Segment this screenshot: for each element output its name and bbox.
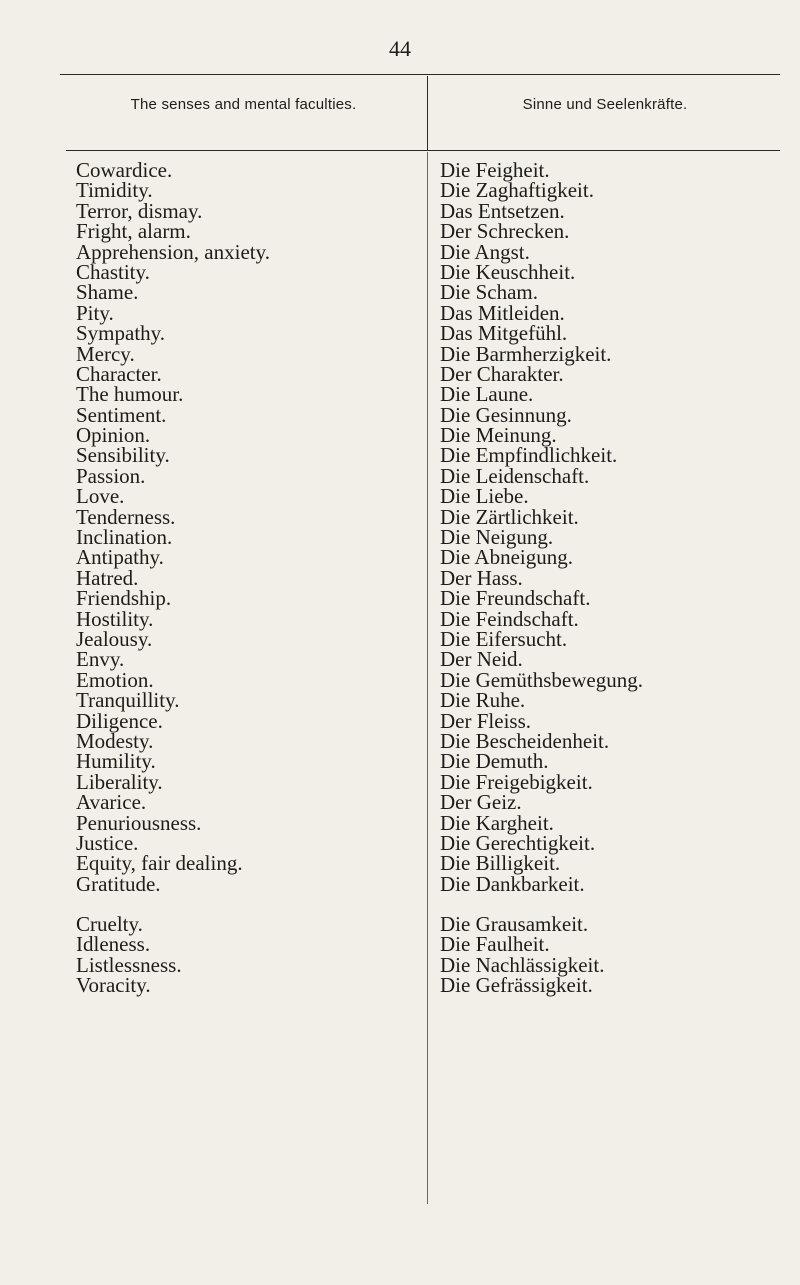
english-term: Emotion.: [76, 667, 154, 692]
column-divider-header: [427, 76, 428, 151]
english-term: Listlessness.: [76, 952, 182, 977]
english-term: Voracity.: [76, 973, 151, 998]
english-term: Diligence.: [76, 708, 163, 733]
english-term: Cruelty.: [76, 912, 143, 937]
german-term: Die Ruhe.: [440, 688, 526, 713]
english-term: Envy.: [76, 647, 125, 672]
english-term: Idleness.: [76, 932, 151, 957]
german-term: Die Zärtlichkeit.: [440, 504, 579, 529]
german-term: Das Mitleiden.: [440, 300, 565, 325]
german-term: Die Barmherzigkeit.: [440, 341, 612, 366]
english-term: Tenderness.: [76, 504, 176, 529]
german-term: Die Laune.: [440, 382, 534, 407]
english-term: Inclination.: [76, 525, 173, 550]
german-term: Das Entsetzen.: [440, 198, 565, 223]
german-term: Die Gemüthsbewegung.: [440, 667, 643, 692]
german-term: Die Feindschaft.: [440, 606, 579, 631]
german-term: Die Liebe.: [440, 484, 529, 509]
english-term: Sentiment.: [76, 402, 167, 427]
german-term: Die Angst.: [440, 239, 530, 264]
german-term: Die Feigheit.: [440, 158, 550, 182]
english-term: Liberality.: [76, 769, 163, 794]
english-term: Gratitude.: [76, 871, 161, 896]
english-term: Love.: [76, 484, 125, 509]
english-term: Timidity.: [76, 178, 153, 203]
german-term: Das Mitgefühl.: [440, 321, 568, 346]
german-term: Die Abneigung.: [440, 545, 573, 570]
german-term: Die Kargheit.: [440, 810, 554, 835]
top-rule: [60, 74, 780, 75]
german-term: Der Hass.: [440, 565, 523, 590]
english-term: Avarice.: [76, 790, 147, 815]
english-term: Penuriousness.: [76, 810, 202, 835]
page-number: 44: [389, 36, 411, 61]
english-column: [76, 160, 421, 996]
german-term: Die Freundschaft.: [440, 586, 591, 611]
german-term: Die Grausamkeit.: [440, 912, 589, 937]
german-term: Die Billigkeit.: [440, 851, 561, 876]
english-term: Pity.: [76, 300, 114, 325]
english-term: Cowardice.: [76, 158, 173, 182]
english-term: The humour.: [76, 382, 184, 407]
german-term: Der Fleiss.: [440, 708, 531, 733]
german-term: Die Leidenschaft.: [440, 463, 590, 488]
english-term: Apprehension, anxiety.: [76, 239, 271, 264]
english-term: Shame.: [76, 280, 139, 305]
english-term: Equity, fair dealing.: [76, 851, 243, 876]
english-term: Mercy.: [76, 341, 135, 366]
english-term: Passion.: [76, 463, 146, 488]
german-term: Der Charakter.: [440, 361, 564, 386]
english-term: Terror, dismay.: [76, 198, 203, 223]
german-term: Die Faulheit.: [440, 932, 550, 957]
german-column: [440, 160, 790, 996]
english-term: Hostility.: [76, 606, 154, 631]
german-term: Die Gerechtigkeit.: [440, 830, 596, 855]
german-term: Die Gesinnung.: [440, 402, 572, 427]
german-term: Die Dankbarkeit.: [440, 871, 585, 896]
english-term: Tranquillity.: [76, 688, 180, 713]
english-term: Jealousy.: [76, 626, 153, 651]
english-term: Chastity.: [76, 259, 150, 284]
german-term: Die Nachlässigkeit.: [440, 952, 605, 977]
german-term: Der Schrecken.: [440, 219, 570, 244]
german-term: Die Empfindlichkeit.: [440, 443, 618, 468]
english-term: Humility.: [76, 749, 156, 774]
english-term: Fright, alarm.: [76, 219, 191, 244]
german-term: Die Eifersucht.: [440, 626, 568, 651]
english-term: Sympathy.: [76, 321, 166, 346]
german-term: Die Freigebigkeit.: [440, 769, 593, 794]
english-term: Opinion.: [76, 423, 151, 448]
german-term: Der Geiz.: [440, 790, 522, 815]
german-term: Die Keuschheit.: [440, 259, 576, 284]
english-term: Justice.: [76, 830, 139, 855]
german-term: Der Neid.: [440, 647, 523, 672]
english-term: Character.: [76, 361, 162, 386]
header-rule: [66, 150, 780, 151]
header-german: Sinne und Seelenkräfte.: [522, 96, 688, 113]
english-term: Antipathy.: [76, 545, 164, 570]
english-term: Modesty.: [76, 728, 154, 753]
german-term: Die Neigung.: [440, 525, 554, 550]
german-term: Die Scham.: [440, 280, 538, 305]
german-term: Die Demuth.: [440, 749, 549, 774]
english-term: Hatred.: [76, 565, 139, 590]
header-english: The senses and mental faculties.: [130, 96, 357, 113]
english-term: Sensibility.: [76, 443, 170, 468]
german-term: Die Zaghaftigkeit.: [440, 178, 594, 203]
english-term: Friendship.: [76, 586, 172, 611]
german-term: Die Meinung.: [440, 423, 557, 448]
german-term: Die Gefrässigkeit.: [440, 973, 593, 998]
german-term: Die Bescheidenheit.: [440, 728, 610, 753]
column-divider-body: [427, 152, 428, 1204]
